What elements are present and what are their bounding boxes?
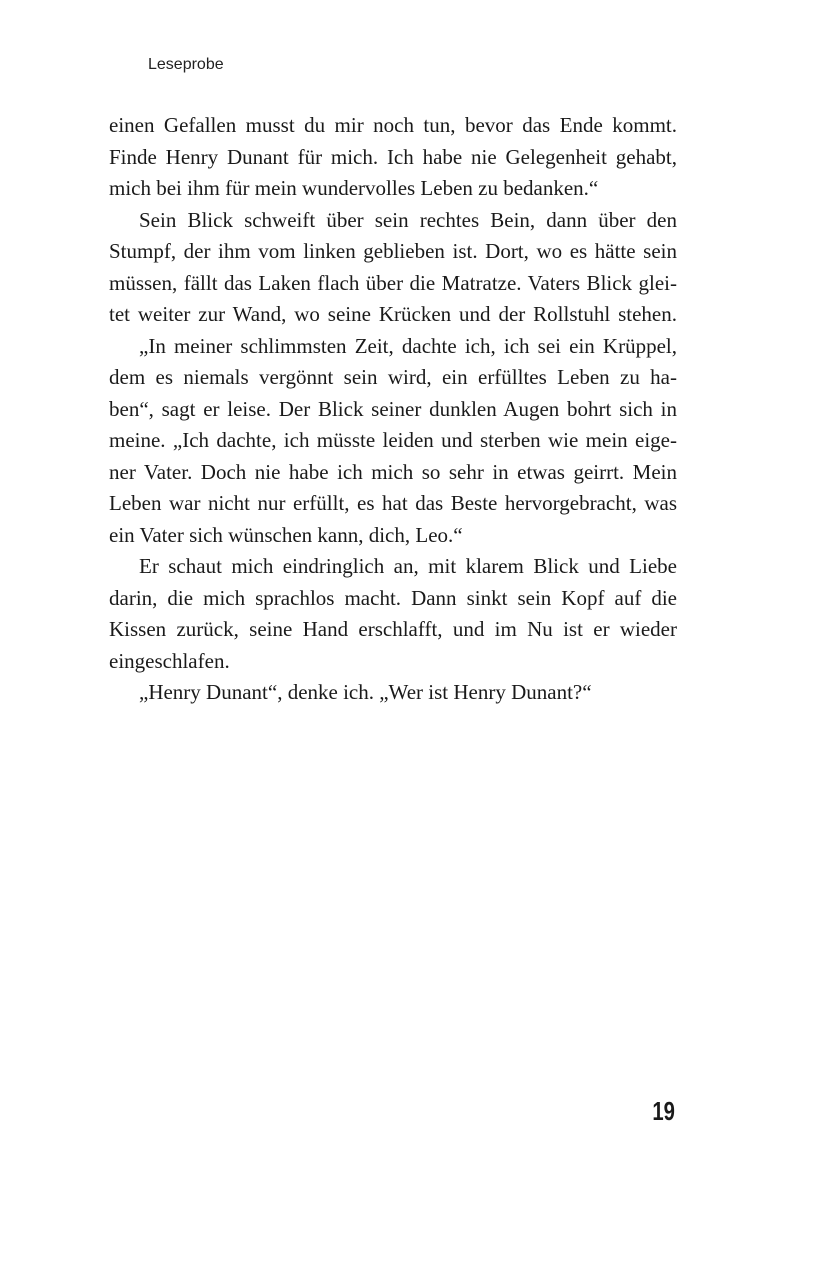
text-line: Leben war nicht nur erfüllt, es hat das Beste hervorgebracht, was bbox=[109, 491, 677, 515]
page-number: 19 bbox=[652, 1096, 675, 1126]
text-line: darin, die mich sprachlos macht. Dann sinkt sein Kopf auf die bbox=[109, 585, 677, 610]
text-line: mich bei ihm für mein wundervolles Leben zu bedanken.“ bbox=[109, 176, 599, 200]
paragraph bbox=[109, 110, 677, 205]
paragraph bbox=[109, 551, 677, 677]
text-line: ein Vater sich wünschen kann, dich, Leo.“ bbox=[109, 522, 463, 547]
text-line: einen Gefallen musst du mir noch tun, bevor das Ende kommt. bbox=[109, 113, 677, 137]
text-line: Sein Blick schweift über sein rechtes Bein, dann über den bbox=[139, 207, 677, 232]
paragraph bbox=[109, 205, 677, 331]
text-line: ner Vater. Doch nie habe ich mich so sehr in etwas geirrt. Mein bbox=[109, 459, 677, 484]
running-header: Leseprobe bbox=[148, 56, 224, 73]
body-text bbox=[109, 110, 677, 709]
paragraph bbox=[109, 677, 677, 709]
text-line: „Henry Dunant“, denke ich. „Wer ist Henry Dunant?“ bbox=[139, 680, 592, 704]
text-line: dem es niemals vergönnt sein wird, ein erfülltes Leben zu ha- bbox=[109, 365, 677, 389]
text-line: Finde Henry Dunant für mich. Ich habe nie Gelegenheit gehabt, bbox=[109, 144, 677, 169]
text-line: Stumpf, der ihm vom linken geblieben ist. Dort, wo es hätte sein bbox=[109, 239, 677, 263]
text-line: Kissen zurück, seine Hand erschlafft, und im Nu ist er wieder bbox=[109, 617, 677, 641]
text-line: „In meiner schlimmsten Zeit, dachte ich, ich sei ein Krüppel, bbox=[139, 333, 677, 358]
text-line: Er schaut mich eindringlich an, mit klarem Blick und Liebe bbox=[139, 554, 677, 578]
text-line: meine. „Ich dachte, ich müsste leiden und sterben wie mein eige- bbox=[109, 428, 677, 452]
text-line: müssen, fällt das Laken flach über die Matratze. Vaters Blick glei- bbox=[109, 270, 677, 295]
paragraph bbox=[109, 331, 677, 552]
text-line: eingeschlafen. bbox=[109, 648, 230, 673]
text-line: tet weiter zur Wand, wo seine Krücken und der Rollstuhl stehen. bbox=[109, 302, 677, 326]
text-line: ben“, sagt er leise. Der Blick seiner dunklen Augen bohrt sich in bbox=[109, 396, 677, 421]
